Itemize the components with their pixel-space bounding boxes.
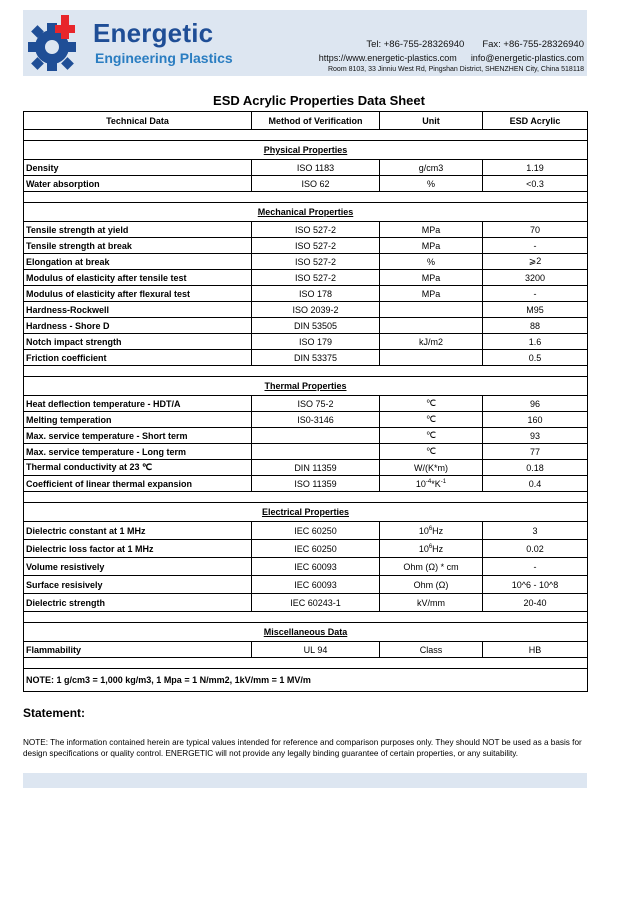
section-title: Mechanical Properties xyxy=(24,203,588,222)
section-header-row xyxy=(24,141,588,160)
value-cell: 3200 xyxy=(483,270,588,286)
spacer-row xyxy=(24,192,588,203)
unit-cell: $10^6Hz$ xyxy=(380,540,483,558)
section-header-row xyxy=(24,377,588,396)
method-cell: ISO 527-2 xyxy=(252,222,380,238)
method-cell: IS0-3146 xyxy=(252,412,380,428)
table-row xyxy=(24,254,588,270)
value-cell: 160 xyxy=(483,412,588,428)
note-row xyxy=(24,669,588,692)
spacer-row xyxy=(24,492,588,503)
value-cell: 1.19 xyxy=(483,160,588,176)
property-name: Max. service temperature - Short term xyxy=(24,428,252,444)
property-name: Flammability xyxy=(24,642,252,658)
unit-cell: $10^6Hz$ xyxy=(380,522,483,540)
property-name: Hardness-Rockwell xyxy=(24,302,252,318)
page-title: ESD Acrylic Properties Data Sheet xyxy=(213,93,425,108)
property-name: Melting temperation xyxy=(24,412,252,428)
unit-cell: MPa xyxy=(380,222,483,238)
statement-text: NOTE: The information contained herein are typical values intended for reference and comparison purposes only. They should NOT be used as a basis for design specifications or quality control. ENERGETIC will not provide any legally binding guarantee of certain properties, or any suitability. xyxy=(23,738,582,758)
property-name: Hardness - Shore D xyxy=(24,318,252,334)
unit-cell: ℃ xyxy=(380,428,483,444)
property-name: Water absorption xyxy=(24,176,252,192)
properties-table xyxy=(23,111,588,692)
spacer-row xyxy=(24,366,588,377)
table-row xyxy=(24,334,588,350)
unit-cell: Class xyxy=(380,642,483,658)
unit-cell: MPa xyxy=(380,270,483,286)
unit-cell xyxy=(380,350,483,366)
method-cell: ISO 527-2 xyxy=(252,270,380,286)
value-cell: 96 xyxy=(483,396,588,412)
table-row xyxy=(24,576,588,594)
unit-cell: MPa xyxy=(380,238,483,254)
brand-tagline: Engineering Plastics xyxy=(95,50,233,66)
method-cell: ISO 1183 xyxy=(252,160,380,176)
spacer-cell xyxy=(24,130,588,141)
property-name: Density xyxy=(24,160,252,176)
property-name: Heat deflection temperature - HDT/A xyxy=(24,396,252,412)
unit-cell xyxy=(380,318,483,334)
value-cell: 0.18 xyxy=(483,460,588,476)
value-cell: <0.3 xyxy=(483,176,588,192)
table-row xyxy=(24,160,588,176)
method-cell: ISO 179 xyxy=(252,334,380,350)
tel-text: Tel: +86-755-28326940 xyxy=(366,39,465,50)
value-cell: 3 xyxy=(483,522,588,540)
table-row xyxy=(24,444,588,460)
method-cell: DIN 11359 xyxy=(252,460,380,476)
table-row xyxy=(24,476,588,492)
unit-cell: Ohm (Ω) * cm xyxy=(380,558,483,576)
unit-cell: $10^{-4}*K^{-1}$ xyxy=(380,476,483,492)
col-header-esd-acrylic: ESD Acrylic xyxy=(483,112,588,130)
property-name: Notch impact strength xyxy=(24,334,252,350)
method-cell: ISO 11359 xyxy=(252,476,380,492)
phone-line xyxy=(348,39,584,50)
method-cell: IEC 60093 xyxy=(252,576,380,594)
property-name: Friction coefficient xyxy=(24,350,252,366)
value-cell: - xyxy=(483,286,588,302)
method-cell: ISO 527-2 xyxy=(252,254,380,270)
brand-name: Energetic xyxy=(93,18,214,48)
method-cell: ISO 527-2 xyxy=(252,238,380,254)
unit-cell: g/cm3 xyxy=(380,160,483,176)
statement-heading: Statement: xyxy=(23,706,86,720)
method-cell: IEC 60250 xyxy=(252,540,380,558)
method-cell: ISO 62 xyxy=(252,176,380,192)
spacer-cell xyxy=(24,612,588,623)
value-cell: HB xyxy=(483,642,588,658)
spacer-row xyxy=(24,658,588,669)
property-name: Dielectric strength xyxy=(24,594,252,612)
table-row xyxy=(24,594,588,612)
unit-cell: ℃ xyxy=(380,396,483,412)
table-row xyxy=(24,302,588,318)
website-link[interactable]: https://www.energetic-plastics.com xyxy=(318,53,457,63)
gear-logo-icon xyxy=(25,13,83,73)
table-header-row xyxy=(24,112,588,130)
value-cell: 93 xyxy=(483,428,588,444)
unit-cell: kV/mm xyxy=(380,594,483,612)
method-cell: DIN 53375 xyxy=(252,350,380,366)
unit-cell: MPa xyxy=(380,286,483,302)
table-row xyxy=(24,270,588,286)
method-cell xyxy=(252,428,380,444)
table-row xyxy=(24,540,588,558)
table-row xyxy=(24,286,588,302)
address-text: Room 8103, 33 Jinniu West Rd, Pingshan District, SHENZHEN City, China 518118 xyxy=(327,66,584,73)
property-name: Dielectric loss factor at 1 MHz xyxy=(24,540,252,558)
spacer-cell xyxy=(24,492,588,503)
section-title: Electrical Properties xyxy=(24,503,588,522)
value-cell: - xyxy=(483,238,588,254)
spacer-row xyxy=(24,612,588,623)
value-cell: 20-40 xyxy=(483,594,588,612)
section-title: Physical Properties xyxy=(24,141,588,160)
unit-cell: ℃ xyxy=(380,444,483,460)
properties-table-body xyxy=(24,112,588,692)
table-row xyxy=(24,238,588,254)
table-row xyxy=(24,428,588,444)
property-name: Tensile strength at break xyxy=(24,238,252,254)
value-cell: 70 xyxy=(483,222,588,238)
method-cell: IEC 60250 xyxy=(252,522,380,540)
table-row xyxy=(24,558,588,576)
value-cell: 10^6 - 10^8 xyxy=(483,576,588,594)
value-cell: 88 xyxy=(483,318,588,334)
section-header-row xyxy=(24,623,588,642)
table-row xyxy=(24,460,588,476)
table-row xyxy=(24,176,588,192)
property-name: Volume resistively xyxy=(24,558,252,576)
unit-cell: ℃ xyxy=(380,412,483,428)
value-cell: - xyxy=(483,558,588,576)
unit-cell: kJ/m2 xyxy=(380,334,483,350)
value-cell: 1.6 xyxy=(483,334,588,350)
method-cell: ISO 75-2 xyxy=(252,396,380,412)
table-row xyxy=(24,522,588,540)
col-header-unit: Unit xyxy=(380,112,483,130)
value-cell: 0.5 xyxy=(483,350,588,366)
table-row xyxy=(24,642,588,658)
col-header-method: Method of Verification xyxy=(252,112,380,130)
footer-bar xyxy=(23,773,587,788)
table-row xyxy=(24,350,588,366)
spacer-cell xyxy=(24,192,588,203)
email-link[interactable]: info@energetic-plastics.com xyxy=(470,53,584,63)
table-row xyxy=(24,412,588,428)
value-cell: M95 xyxy=(483,302,588,318)
unit-cell: Ohm (Ω) xyxy=(380,576,483,594)
property-name: Elongation at break xyxy=(24,254,252,270)
section-header-row xyxy=(24,503,588,522)
method-cell: IEC 60243-1 xyxy=(252,594,380,612)
value-cell: 0.02 xyxy=(483,540,588,558)
table-row xyxy=(24,222,588,238)
section-header-row xyxy=(24,203,588,222)
spacer-cell xyxy=(24,366,588,377)
property-name: Thermal conductivity at 23 ℃ xyxy=(24,460,252,476)
value-cell: 77 xyxy=(483,444,588,460)
col-header-technical-data: Technical Data xyxy=(24,112,252,130)
value-cell: 0.4 xyxy=(483,476,588,492)
property-name: Max. service temperature - Long term xyxy=(24,444,252,460)
property-name: Modulus of elasticity after flexural test xyxy=(24,286,252,302)
table-row xyxy=(24,318,588,334)
method-cell: ISO 178 xyxy=(252,286,380,302)
property-name: Tensile strength at yield xyxy=(24,222,252,238)
spacer-row xyxy=(24,130,588,141)
unit-cell: W/(K*m) xyxy=(380,460,483,476)
method-cell: IEC 60093 xyxy=(252,558,380,576)
web-line xyxy=(305,53,584,63)
table-row xyxy=(24,396,588,412)
property-name: Coefficient of linear thermal expansion xyxy=(24,476,252,492)
method-cell: DIN 53505 xyxy=(252,318,380,334)
spacer-cell xyxy=(24,658,588,669)
fax-text: Fax: +86-755-28326940 xyxy=(482,39,584,50)
method-cell: ISO 2039-2 xyxy=(252,302,380,318)
conversion-note: NOTE: 1 g/cm3 = 1,000 kg/m3, 1 Mpa = 1 N/mm2, 1kV/mm = 1 MV/m xyxy=(24,669,588,692)
section-title: Thermal Properties xyxy=(24,377,588,396)
property-name: Surface resisively xyxy=(24,576,252,594)
unit-cell xyxy=(380,302,483,318)
property-name: Dielectric constant at 1 MHz xyxy=(24,522,252,540)
header-banner xyxy=(23,10,587,76)
property-name: Modulus of elasticity after tensile test xyxy=(24,270,252,286)
unit-cell: % xyxy=(380,254,483,270)
method-cell: UL 94 xyxy=(252,642,380,658)
value-cell: ⩾2 xyxy=(483,254,588,270)
unit-cell: % xyxy=(380,176,483,192)
section-title: Miscellaneous Data xyxy=(24,623,588,642)
method-cell xyxy=(252,444,380,460)
